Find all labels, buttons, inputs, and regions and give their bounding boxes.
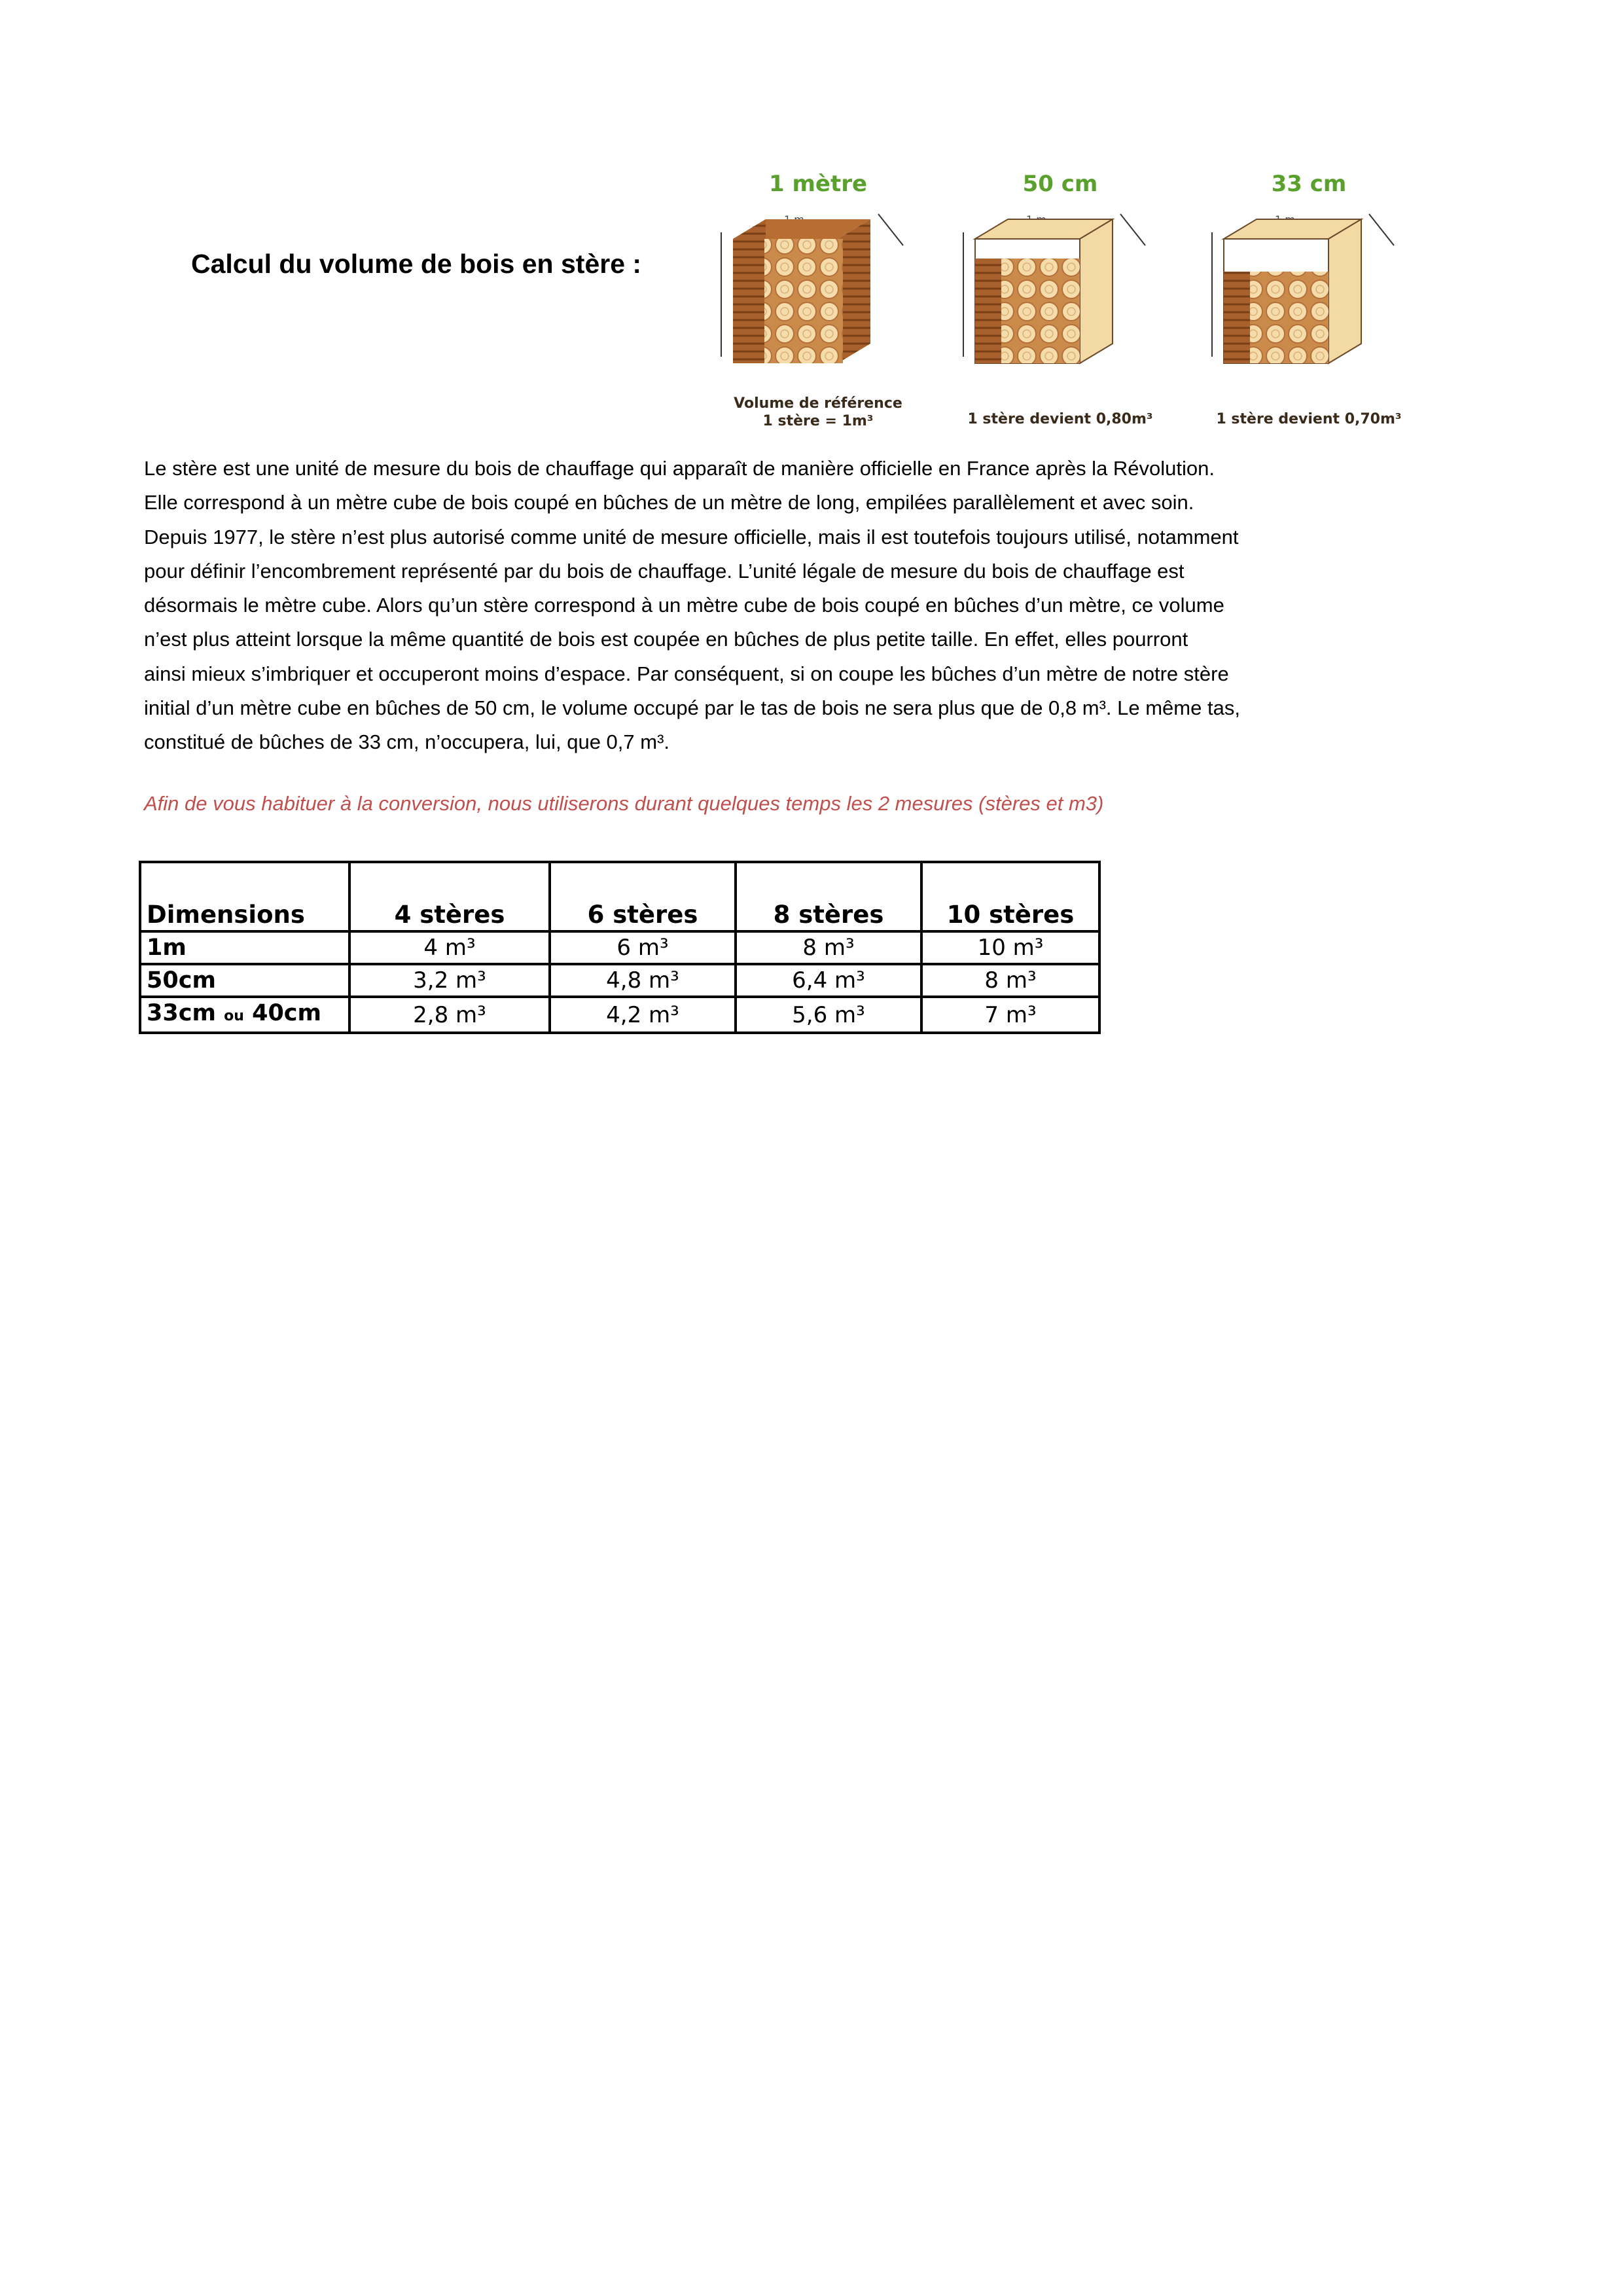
paragraph-line: initial d’un mètre cube en bûches de 50 cm, le volume occupé par le tas de bois ne sera plus que de 0,8 m³. Le même tas, (144, 696, 1240, 720)
table-cell: 5,6 m³ (736, 997, 921, 1033)
table-row (140, 997, 1099, 1033)
conversion-note: Afin de vous habituer à la conversion, nous utiliserons durant quelques temps les 2 mesures (stères et m3) (144, 792, 1104, 815)
figure-1-label: 1 mètre (768, 171, 868, 197)
paragraph-line: Elle correspond à un mètre cube de bois coupé en bûches de un mètre de long, empilées parallèlement et avec soin. (144, 491, 1194, 514)
figure-33-cm (1198, 167, 1420, 448)
paragraph-line: pour définir l’encombrement représenté par du bois de chauffage. L’unité légale de mesure du bois de chauffage est (144, 559, 1185, 583)
conversion-table (139, 861, 1101, 1034)
table-cell: 8 m³ (921, 964, 1099, 997)
figure-50-cm (949, 167, 1171, 448)
figure-1-caption: Volume de référence 1 stère = 1m³ (734, 395, 902, 429)
table-cell: 4 m³ (349, 931, 550, 964)
woodpile-33cm-image (1198, 167, 1420, 448)
woodpile-50cm-image (949, 167, 1171, 448)
page-title: Calcul du volume de bois en stère : (191, 249, 642, 279)
explanation-paragraph (144, 452, 1387, 760)
table-cell: 3,2 m³ (349, 964, 550, 997)
paragraph-line: Le stère est une unité de mesure du bois de chauffage qui apparaît de manière officielle en France après la Révolution. (144, 457, 1215, 480)
table-cell: 10 m³ (921, 931, 1099, 964)
column-header-dimensions: Dimensions (140, 862, 349, 931)
paragraph-line: Depuis 1977, le stère n’est plus autorisé comme unité de mesure officielle, mais il est toutefois toujours utilisé, notamment (144, 525, 1239, 548)
figure-3-label: 33 cm (1271, 171, 1347, 197)
table-cell: 6,4 m³ (736, 964, 921, 997)
table-cell: 7 m³ (921, 997, 1099, 1033)
figure-1-metre (707, 167, 929, 448)
table-header-row (140, 862, 1099, 931)
column-header-10-steres: 10 stères (921, 862, 1099, 931)
paragraph-line: constitué de bûches de 33 cm, n’occupera, lui, que 0,7 m³. (144, 730, 670, 754)
table-row (140, 931, 1099, 964)
figure-3-caption: 1 stère devient 0,70m³ (1216, 411, 1402, 427)
paragraph-line: ainsi mieux s’imbriquer et occuperont moins d’espace. Par conséquent, si on coupe les bûches d’un mètre de notre stère (144, 662, 1229, 685)
paragraph-line: n’est plus atteint lorsque la même quantité de bois est coupée en bûches de plus petite taille. En effet, elles pourront (144, 628, 1188, 651)
column-header-6-steres: 6 stères (550, 862, 736, 931)
column-header-4-steres: 4 stères (349, 862, 550, 931)
row-dimension: 1m (140, 931, 349, 964)
table-cell: 2,8 m³ (349, 997, 550, 1033)
table-cell: 8 m³ (736, 931, 921, 964)
table-cell: 6 m³ (550, 931, 736, 964)
figure-2-caption: 1 stère devient 0,80m³ (967, 411, 1153, 427)
paragraph-line: désormais le mètre cube. Alors qu’un stère correspond à un mètre cube de bois coupé en bûches d’un mètre, ce volume (144, 594, 1224, 617)
table-row (140, 964, 1099, 997)
table-cell: 4,8 m³ (550, 964, 736, 997)
row-dimension: 33cm ou 40cm (140, 997, 349, 1033)
table-cell: 4,2 m³ (550, 997, 736, 1033)
firewood-volume-illustration (707, 167, 1440, 448)
figure-2-label: 50 cm (1022, 171, 1098, 197)
column-header-8-steres: 8 stères (736, 862, 921, 931)
row-dimension: 50cm (140, 964, 349, 997)
